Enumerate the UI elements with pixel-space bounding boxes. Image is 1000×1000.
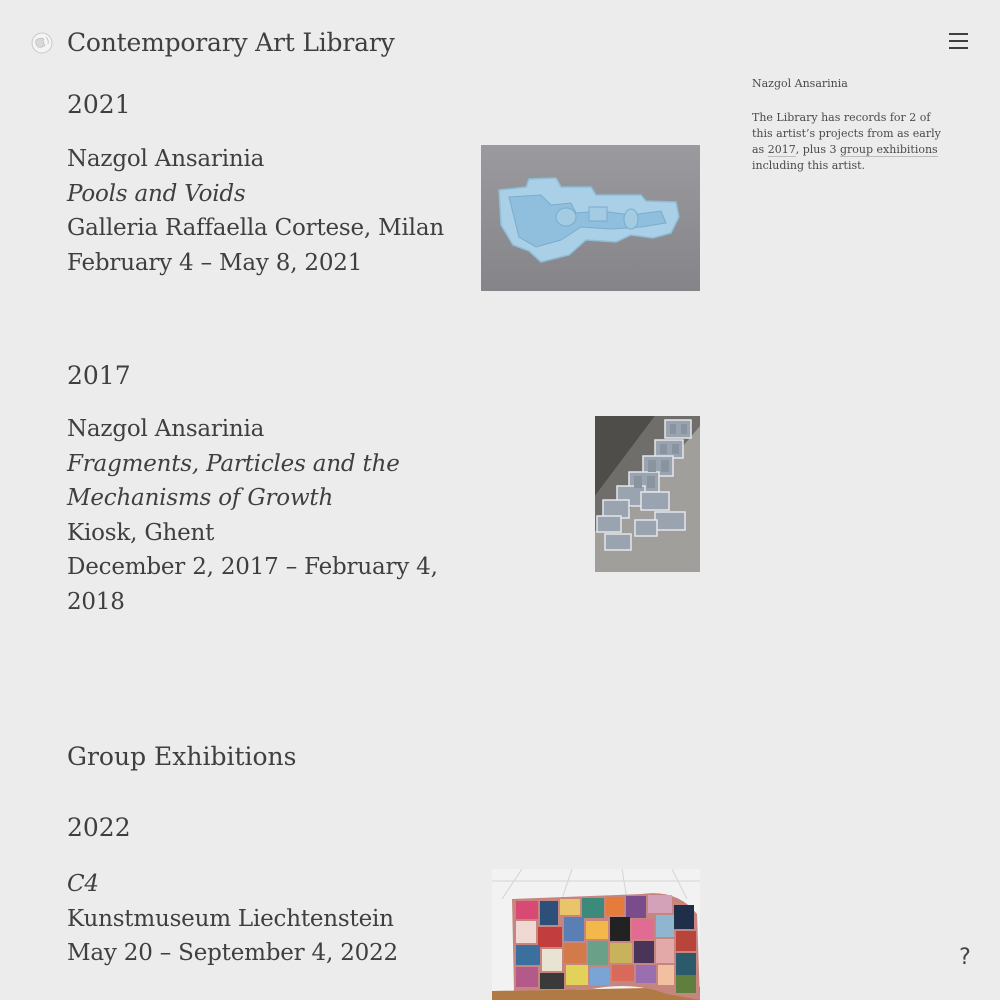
sidebar-desc-text-1: The Library has records for 2 of this artist’s projects from as early as: [752, 111, 941, 156]
artist-sidebar: [752, 76, 952, 174]
exhibition-venue: Kunstmuseum Liechtenstein: [67, 905, 394, 932]
exhibition-title[interactable]: C4: [67, 871, 99, 897]
year-heading-2022: 2022: [67, 813, 131, 842]
exhibition-title[interactable]: Fragments, Particles and the Mechanisms of Growth: [67, 450, 400, 511]
group-exhibitions-heading: Group Exhibitions: [67, 742, 297, 771]
globe-logo-icon[interactable]: [31, 32, 53, 54]
year-heading-2021: 2021: [67, 90, 131, 119]
sidebar-description: [752, 110, 952, 174]
sidebar-artist-name: Nazgol Ansarinia: [752, 77, 848, 90]
exhibition-artist: Nazgol Ansarinia: [67, 416, 265, 442]
exhibition-artist: Nazgol Ansarinia: [67, 146, 265, 172]
exhibition-venue: Galleria Raffaella Cortese, Milan: [67, 215, 444, 241]
exhibition-thumbnail[interactable]: [595, 416, 700, 572]
exhibition-dates: February 4 – May 8, 2021: [67, 249, 363, 276]
year-heading-2017: 2017: [67, 361, 131, 390]
exhibition-entry[interactable]: [67, 142, 452, 280]
exhibition-venue: Kiosk, Ghent: [67, 519, 215, 546]
help-button[interactable]: ?: [959, 945, 971, 970]
exhibition-thumbnail[interactable]: [492, 869, 700, 1000]
sidebar-desc-text-3: including this artist.: [752, 159, 866, 172]
site-title[interactable]: Contemporary Art Library: [67, 28, 395, 57]
sidebar-desc-text-2: , plus 3: [795, 143, 840, 156]
hamburger-menu-icon[interactable]: [949, 33, 968, 50]
exhibition-entry[interactable]: [67, 412, 452, 619]
exhibition-entry[interactable]: [67, 867, 452, 971]
exhibition-title[interactable]: Pools and Voids: [67, 180, 246, 207]
group-exhibitions-link[interactable]: group exhibitions: [839, 143, 938, 156]
exhibition-thumbnail[interactable]: [481, 145, 700, 291]
exhibition-dates: December 2, 2017 – February 4, 2018: [67, 554, 438, 615]
year-2017-link[interactable]: 2017: [767, 143, 796, 156]
exhibition-dates: May 20 – September 4, 2022: [67, 940, 398, 966]
